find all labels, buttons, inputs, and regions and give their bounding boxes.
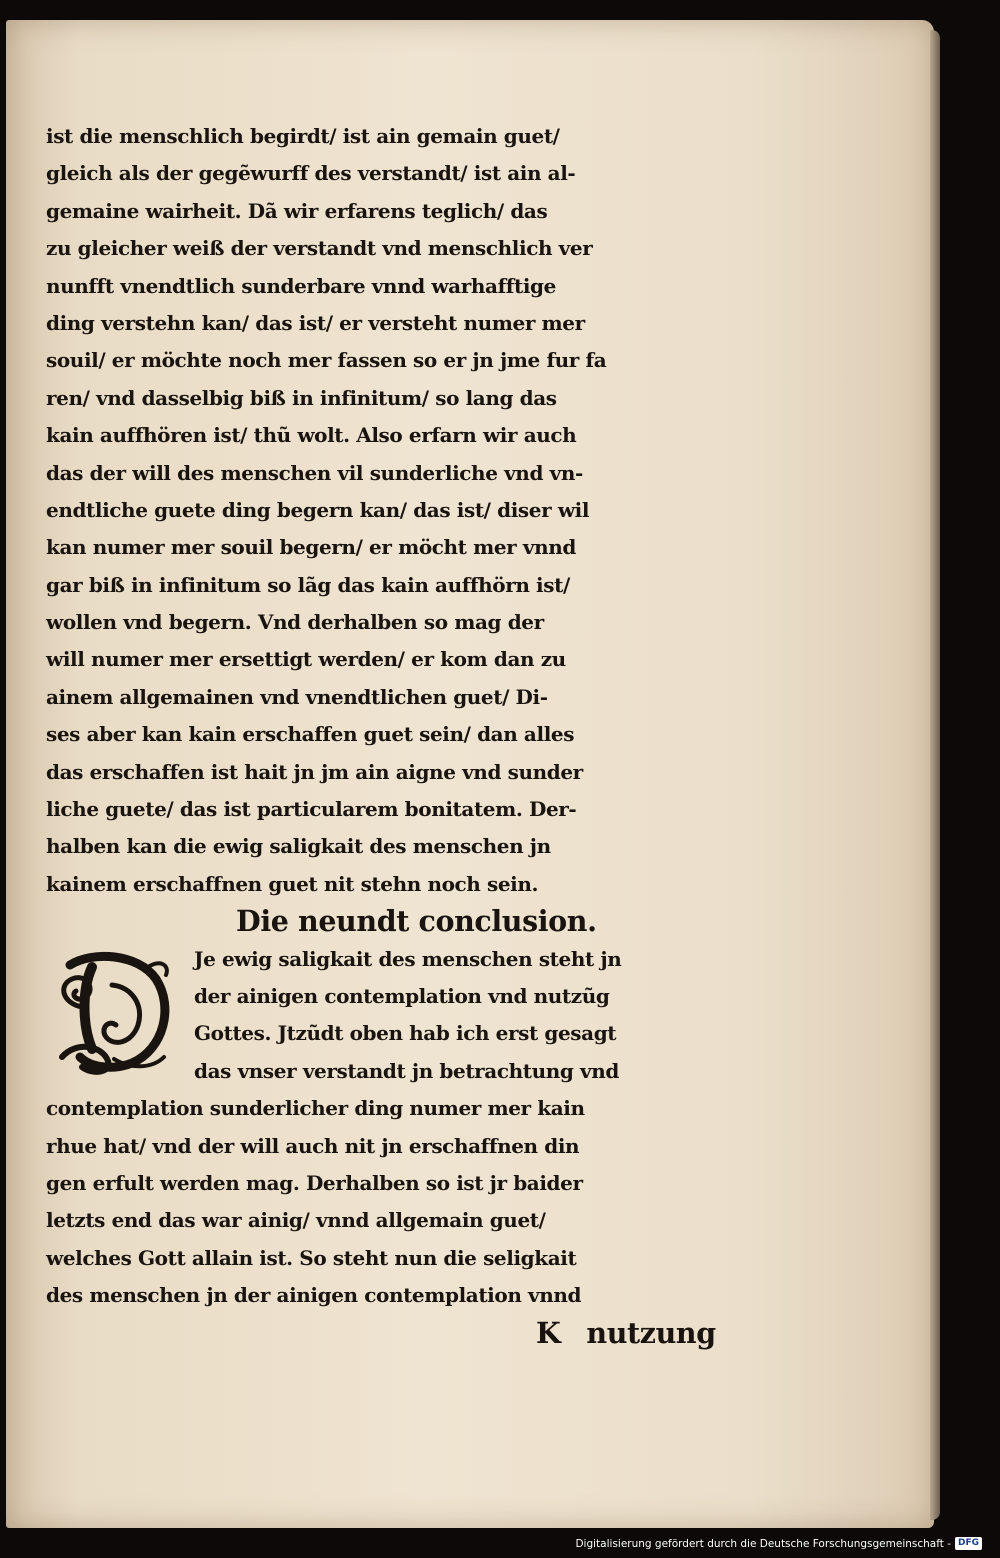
decorated-initial-d — [52, 945, 176, 1077]
text-line: will numer mer ersettigt werden/ er kom dan zu — [46, 647, 566, 672]
page-text — [46, 118, 766, 1352]
credit-text: Digitalisierung gefördert durch die Deutsche Forschungsgemeinschaft - — [575, 1537, 951, 1550]
text-line: gen erfult werden mag. Derhalben so ist jr baider — [46, 1170, 583, 1195]
initial-text-line: Gottes. Jtzũdt oben hab ich erst gesagt — [194, 1021, 617, 1046]
text-line: kainem erschaffnen guet nit stehn noch sein. — [46, 871, 539, 896]
page-footer-line — [46, 1315, 766, 1352]
initial-paragraph — [46, 941, 766, 1091]
book-page — [6, 20, 934, 1528]
text-line: liche guete/ das ist particularem bonitatem. Der- — [46, 797, 577, 822]
initial-text-line: der ainigen contemplation vnd nutzũg — [194, 983, 610, 1008]
page-edge — [930, 30, 940, 1520]
initial-text-line: Je ewig saligkait des menschen steht jn — [194, 946, 622, 971]
digitization-credit — [575, 1537, 982, 1550]
text-line: endtliche guete ding begern kan/ das ist/ diser wil — [46, 497, 590, 522]
text-line: das der will des menschen vil sunderliche vnd vn- — [46, 460, 583, 485]
catchword: nutzung — [586, 1315, 716, 1350]
ornamental-initial-icon — [52, 945, 176, 1077]
text-line: kan numer mer souil begern/ er möcht mer vnnd — [46, 535, 576, 560]
text-line: das erschaffen ist hait jn jm ain aigne vnd sunder — [46, 759, 583, 784]
text-line: ainem allgemainen vnd vnendtlichen guet/ Di- — [46, 684, 548, 709]
text-line: ding verstehn kan/ das ist/ er versteht numer mer — [46, 310, 585, 335]
paragraph-after — [46, 1090, 766, 1314]
text-line: wollen vnd begern. Vnd derhalben so mag der — [46, 610, 544, 635]
text-line: souil/ er möchte noch mer fassen so er jn jme fur fa — [46, 348, 607, 373]
signature-mark: K — [536, 1315, 561, 1350]
section-heading: Die neundt conclusion. — [236, 904, 597, 939]
initial-text-line: das vnser verstandt jn betrachtung vnd — [194, 1058, 619, 1083]
text-line: gar biß in infinitum so lãg das kain auffhörn ist/ — [46, 572, 570, 597]
text-line: ist die menschlich begirdt/ ist ain gemain guet/ — [46, 124, 560, 148]
text-line: halben kan die ewig saligkait des menschen jn — [46, 834, 551, 859]
text-line: nunfft vnendtlich sunderbare vnnd warhafftige — [46, 273, 556, 298]
text-line: letzts end das war ainig/ vnnd allgemain guet/ — [46, 1208, 546, 1233]
text-line: zu gleicher weiß der verstandt vnd menschlich ver — [46, 236, 593, 261]
text-line: gleich als der gegẽwurff des verstandt/ ist ain al- — [46, 161, 576, 186]
text-line: ses aber kan kain erschaffen guet sein/ dan alles — [46, 722, 575, 747]
text-line: contemplation sunderlicher ding numer mer kain — [46, 1096, 585, 1121]
text-line: ren/ vnd dasselbig biß in infinitum/ so lang das — [46, 385, 557, 410]
dfg-logo: DFG — [955, 1537, 982, 1550]
text-line: welches Gott allain ist. So steht nun die seligkait — [46, 1245, 577, 1270]
text-line: kain auffhören ist/ thũ wolt. Also erfarn wir auch — [46, 423, 577, 448]
paragraph-before — [46, 118, 766, 903]
text-line: gemaine wairheit. Dã wir erfarens teglich/ das — [46, 198, 548, 223]
text-line: des menschen jn der ainigen contemplation vnnd — [46, 1283, 582, 1308]
text-line: rhue hat/ vnd der will auch nit jn erschaffnen din — [46, 1133, 580, 1158]
